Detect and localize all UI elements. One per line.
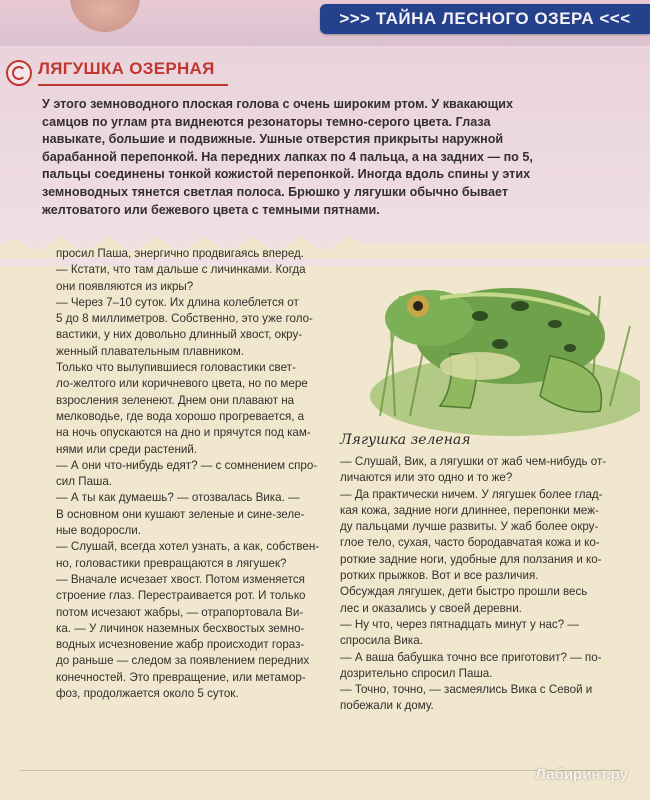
- text-line: земноводных тянется светлая полоса. Брюшко у лягушки обычно бывает: [42, 184, 509, 199]
- text-line: — Слушай, Вик, а лягушки от жаб чем-нибудь от-: [340, 455, 607, 468]
- text-line: до раньше — следом за появлением передних: [56, 654, 310, 668]
- text-line: ные водоросли.: [56, 524, 141, 538]
- text-line: вастики, у них довольно длинный хвост, окру-: [56, 328, 303, 342]
- text-line: они появляются из икры?: [56, 279, 194, 293]
- text-line: — Слушай, всегда хотел узнать, а как, собствен-: [56, 540, 320, 554]
- text-line: — Да практически ничем. У лягушек более глад-: [340, 487, 603, 501]
- text-line: — Вначале исчезает хвост. Потом изменяется: [56, 572, 305, 586]
- text-line: но, головастики превращаются в лягушек?: [56, 556, 287, 570]
- text-line: побежали к дому.: [340, 699, 434, 713]
- article-title: ЛЯГУШКА ОЗЕРНАЯ: [38, 59, 215, 78]
- article-title-row: [0, 56, 260, 86]
- text-line: — Кстати, что там дальше с личинками. Когда: [56, 263, 306, 277]
- text-line: желтоватого или бежевого цвета с темными пятнами.: [42, 202, 380, 217]
- text-line: барабанной перепонкой. На передних лапках по 4 пальца, а на задних — по 5,: [42, 149, 533, 164]
- text-line: ка. — У личинок наземных бесхвостых земно-: [56, 621, 305, 635]
- text-line: мелководье, где вода хорошо прогревается, а: [56, 409, 305, 423]
- text-line: личаются или это одно и то же?: [340, 471, 513, 485]
- text-line: Только что вылупившиеся головастики свет-: [56, 361, 296, 375]
- text-line: водных исчезновение жабр происходит гораз-: [56, 638, 305, 652]
- text-line: — А они что-нибудь едят? — с сомнением спро-: [56, 458, 318, 472]
- text-line: ду пальцами лучше развиты. У жаб более окру-: [340, 520, 599, 534]
- text-line: самцов по углам рта виднеются резонаторы темно-серого цвета. Глаза: [42, 114, 491, 129]
- text-line: — Через 7–10 суток. Их длина колеблется от: [56, 295, 299, 309]
- text-line: — Ну что, через пятнадцать минут у нас? —: [340, 617, 579, 631]
- image-caption: Лягушка зеленая: [340, 432, 471, 448]
- text-line: женный плавательным плавником.: [56, 344, 245, 358]
- text-line: лес и оказались у своей деревни.: [340, 601, 522, 615]
- text-line: роткие задние ноги, удобные для ползания и ко-: [340, 552, 602, 566]
- watermark: Лабиринт.ру: [535, 766, 628, 783]
- footer-line: [20, 770, 620, 771]
- text-line: ло-желтого или коричневого цвета, но по мере: [56, 377, 308, 391]
- text-line: дозрительно спросил Паша.: [340, 666, 493, 680]
- text-line: просил Паша, энергично продвигаясь вперед.: [56, 247, 305, 260]
- right-text-column: [340, 454, 625, 715]
- text-line: нями или среди растений.: [56, 442, 198, 456]
- text-line: — Точно, точно, — засмеялись Вика с Севой и: [340, 683, 593, 697]
- text-line: У этого земноводного плоская голова с очень широким ртом. У квакающих: [42, 97, 514, 111]
- text-line: — А ваша бабушка точно все приготовит? — по-: [340, 650, 602, 664]
- text-line: сил Паша.: [56, 475, 113, 489]
- frog-illustration: [360, 236, 640, 436]
- text-line: конечностей. Это превращение, или метамор-: [56, 670, 306, 684]
- left-text-column: [56, 246, 328, 702]
- title-underline: [38, 84, 228, 86]
- spiral-icon: [6, 60, 32, 86]
- intro-paragraph: [42, 96, 602, 219]
- text-line: на ночь опускаются на дно и прячутся под кам-: [56, 426, 311, 440]
- text-line: навыкате, большие и подвижные. Ушные отверстия прикрыты наружной: [42, 132, 504, 147]
- banner-text: >>> ТАЙНА ЛЕСНОГО ОЗЕРА <<<: [339, 9, 631, 28]
- text-line: — А ты как думаешь? — отозвалась Вика. —: [56, 491, 300, 505]
- text-line: пальцы соединены тонкой кожистой перепонкой. Иногда вдоль спины у этих: [42, 167, 531, 182]
- text-line: строение глаз. Перестраивается рот. И только: [56, 589, 306, 603]
- text-line: взросления зеленеют. Днем они плавают на: [56, 393, 295, 407]
- text-line: глое тело, сухая, часто бородавчатая кожа и ко-: [340, 536, 600, 550]
- text-line: потом исчезают жабры, — отрапортовала Ви-: [56, 605, 304, 619]
- text-line: кая кожа, задние ноги длиннее, перепонки меж-: [340, 503, 599, 517]
- text-line: спросила Вика.: [340, 634, 423, 648]
- text-line: Обсуждая лягушек, дети быстро прошли весь: [340, 585, 588, 599]
- text-line: 5 до 8 миллиметров. Собственно, это уже голо-: [56, 312, 313, 326]
- text-line: В основном они кушают зеленые и сине-зеле-: [56, 507, 305, 521]
- text-line: фоз, продолжается около 5 суток.: [56, 687, 239, 701]
- text-line: ротких прыжков. Вот и все различия.: [340, 569, 539, 583]
- section-banner: [320, 4, 650, 34]
